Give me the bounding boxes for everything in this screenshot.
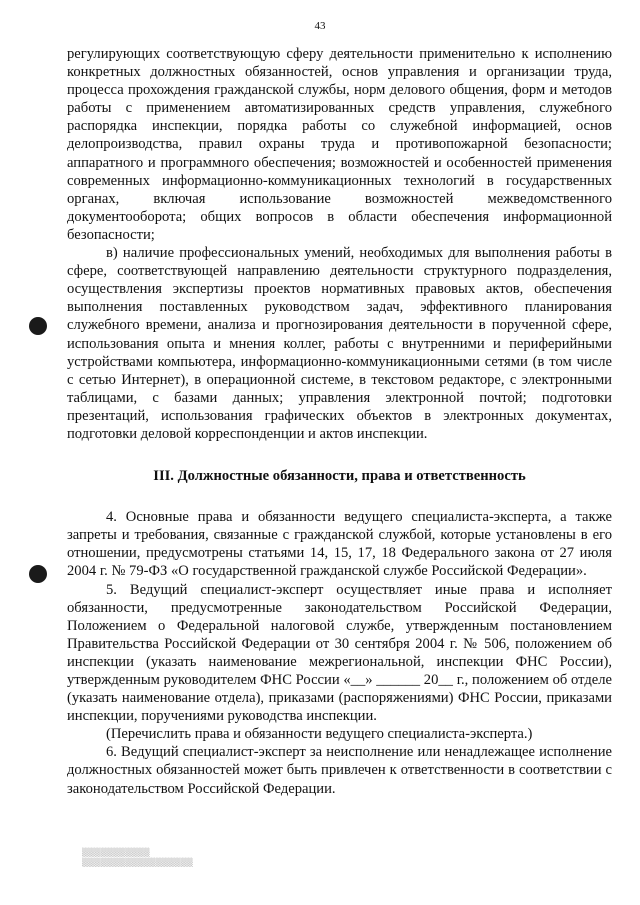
paragraph-6: 6. Ведущий специалист-эксперт за неисполнение или ненадлежащее исполнение должностных обязанностей может быть привлечен к ответственности в соответствии с законодательством Российской Федерации. <box>67 744 612 797</box>
binding-hole-top <box>29 317 47 335</box>
page-number: 43 <box>314 20 326 32</box>
paragraph-4: 4. Основные права и обязанности ведущего специалиста-эксперта, а также запреты и требования, связанные с гражданской службой, которые установлены в его отношении, предусмотрены статьями 14, 15, 17, 18 Федерального закона от 27 июля 2004 г. № 79-ФЗ «О государственной гражданской службе Российской Федерации». <box>67 509 612 580</box>
paragraph-note: (Перечислить права и обязанности ведущего специалиста-эксперта.) <box>106 726 533 743</box>
document-body <box>67 45 612 798</box>
paragraph-item-v: в) наличие профессиональных умений, необходимых для выполнения работы в сфере, соответствующей направлению деятельности структурного подразделения, осуществления экспертизы проектов нормативных правовых актов, обеспечения выполнения поставленных руководством задач, эффективного планирования служебного времени, анализа и прогнозирования деятельности в порученной сфере, использования опыта и мнения коллег, работы с внутренними и периферийными устройствами компьютера, информационно-коммуникационными сетями (в том числе с сетью Интернет), в операционной системе, в текстовом редакторе, с электронными таблицами, с базами данных; управления электронной почтой; подготовки презентаций, использования графических объектов в электронных документах, подготовки деловой корреспонденции и актов инспекции. <box>67 245 612 442</box>
section-heading: III. Должностные обязанности, права и ответственность <box>153 468 526 485</box>
paragraph-5: 5. Ведущий специалист-эксперт осуществляет иные права и исполняет обязанности, предусмотренные законодательством Российской Федерации, Положением о Федеральной налоговой службе, утвержденным постановлением Правительства Российской Федерации от 30 сентября 2004 г. № 506, положением об инспекции (указать наименование межрегиональной, инспекции ФНС России), утвержденным руководителем ФНС России «__» ______ 20__ г., положением об отделе (указать наименование отдела), приказами (распоряжениями) ФНС России, приказами инспекции, поручениями руководства инспекции. <box>67 581 612 725</box>
paragraph-continuation: регулирующих соответствующую сферу деятельности применительно к исполнению конкретных должностных обязанностей, основ управления и организации труда, процесса прохождения гражданской службы, норм делового общения, форм и методов работы с применением автоматизированных средств управления, служебного распорядка инспекции, порядка работы со служебной информацией, основ делопроизводства, правил охраны труда и противопожарной безопасности; аппаратного и программного обеспечения; возможностей и особенностей применения современных информационно-коммуникационных технологий в государственных органах, включая использование возможностей межведомственного документооборота; общих вопросов в области обеспечения информационной безопасности; <box>67 46 612 243</box>
stamp-line-1: ▒▒▒▒▒▒▒▒▒▒▒ <box>82 848 150 857</box>
stamp-line-2: ▒▒▒▒▒▒▒▒▒▒▒▒▒▒▒▒▒▒ <box>82 858 193 867</box>
binding-hole-bottom <box>29 565 47 583</box>
